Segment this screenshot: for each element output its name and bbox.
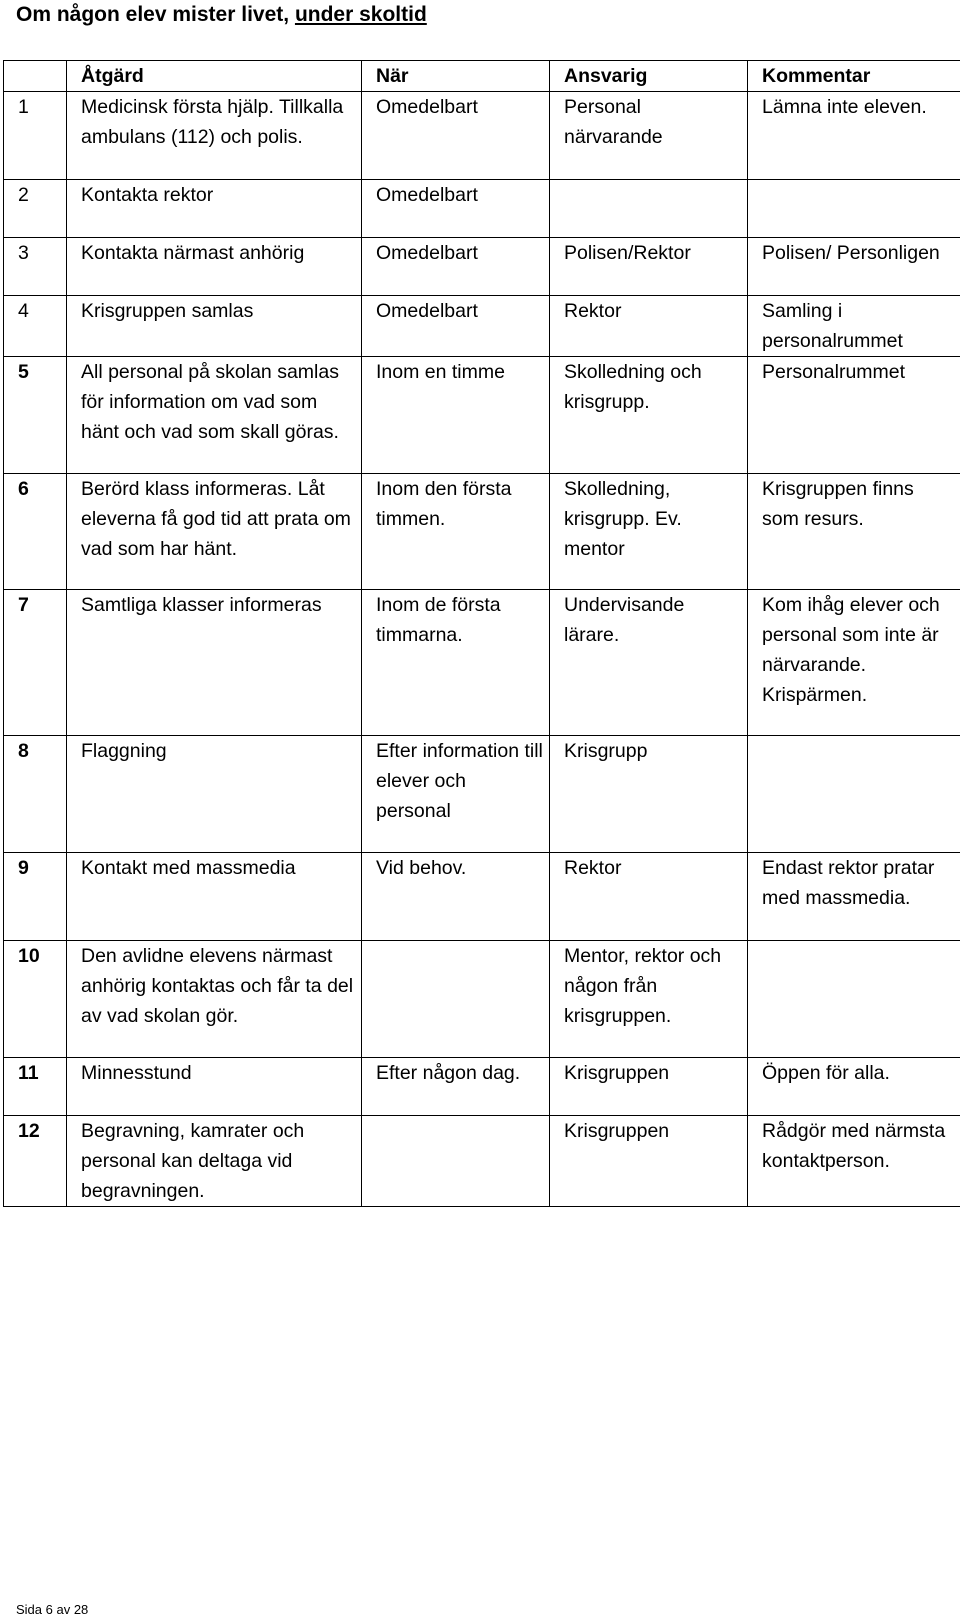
cell-kommentar: Personalrummet: [748, 357, 960, 474]
cell-nar: Omedelbart: [362, 92, 550, 180]
cell-ansvarig: Krisgruppen: [550, 1116, 748, 1207]
table-row: [4, 474, 960, 590]
cell-num: 1: [4, 92, 67, 180]
table-row: [4, 296, 960, 357]
cell-nar: Omedelbart: [362, 238, 550, 296]
cell-num: 6: [4, 474, 67, 590]
heading-underlined-text: under skoltid: [294, 3, 427, 26]
cell-nar: Inom den första timmen.: [362, 474, 550, 590]
cell-nar: [362, 941, 550, 1058]
cell-nar: Omedelbart: [362, 180, 550, 238]
cell-kommentar: [748, 941, 960, 1058]
cell-num: 10: [4, 941, 67, 1058]
cell-atgard: Begravning, kamrater och personal kan deltaga vid begravningen.: [67, 1116, 362, 1207]
page-heading: [16, 2, 427, 28]
table-row: [4, 853, 960, 941]
cell-nar: Efter någon dag.: [362, 1058, 550, 1116]
heading-text: Om någon elev mister livet,: [16, 3, 290, 26]
cell-kommentar: [748, 736, 960, 853]
action-table: [3, 60, 960, 1207]
cell-atgard: Kontakta rektor: [67, 180, 362, 238]
cell-kommentar: Lämna inte eleven.: [748, 92, 960, 180]
cell-num: 12: [4, 1116, 67, 1207]
cell-num: 11: [4, 1058, 67, 1116]
cell-nar: Omedelbart: [362, 296, 550, 357]
cell-atgard: Minnesstund: [67, 1058, 362, 1116]
cell-num: 7: [4, 590, 67, 736]
cell-ansvarig: Personal närvarande: [550, 92, 748, 180]
cell-num: 2: [4, 180, 67, 238]
table-row: [4, 1058, 960, 1116]
table-body: [4, 92, 960, 1207]
cell-ansvarig: Skolledning, krisgrupp. Ev. mentor: [550, 474, 748, 590]
cell-atgard: Kontakta närmast anhörig: [67, 238, 362, 296]
header-ansvarig: Ansvarig: [550, 61, 748, 92]
cell-ansvarig: Rektor: [550, 296, 748, 357]
header-kommentar: Kommentar: [748, 61, 960, 92]
cell-ansvarig: Rektor: [550, 853, 748, 941]
table-row: [4, 1116, 960, 1207]
table-row: [4, 736, 960, 853]
cell-atgard: Kontakt med massmedia: [67, 853, 362, 941]
cell-kommentar: Samling i personalrummet: [748, 296, 960, 357]
cell-atgard: Samtliga klasser informeras: [67, 590, 362, 736]
cell-atgard: Flaggning: [67, 736, 362, 853]
cell-nar: Inom en timme: [362, 357, 550, 474]
cell-kommentar: Endast rektor pratar med massmedia.: [748, 853, 960, 941]
cell-ansvarig: Krisgrupp: [550, 736, 748, 853]
cell-num: 3: [4, 238, 67, 296]
table-row: [4, 357, 960, 474]
cell-kommentar: Polisen/ Personligen: [748, 238, 960, 296]
table-row: [4, 92, 960, 180]
cell-num: 4: [4, 296, 67, 357]
cell-atgard: Berörd klass informeras. Låt eleverna få god tid att prata om vad som har hänt.: [67, 474, 362, 590]
cell-kommentar: Öppen för alla.: [748, 1058, 960, 1116]
table-header-row: [4, 61, 960, 92]
cell-nar: Efter information till elever och personal: [362, 736, 550, 853]
cell-ansvarig: Skolledning och krisgrupp.: [550, 357, 748, 474]
header-number: [4, 61, 67, 92]
table-row: [4, 180, 960, 238]
cell-nar: Vid behov.: [362, 853, 550, 941]
cell-num: 9: [4, 853, 67, 941]
header-atgard: Åtgärd: [67, 61, 362, 92]
cell-ansvarig: Undervisande lärare.: [550, 590, 748, 736]
cell-ansvarig: [550, 180, 748, 238]
cell-kommentar: Krisgruppen finns som resurs.: [748, 474, 960, 590]
cell-atgard: Krisgruppen samlas: [67, 296, 362, 357]
cell-ansvarig: Krisgruppen: [550, 1058, 748, 1116]
cell-num: 8: [4, 736, 67, 853]
table-row: [4, 238, 960, 296]
cell-kommentar: [748, 180, 960, 238]
cell-num: 5: [4, 357, 67, 474]
cell-atgard: Den avlidne elevens närmast anhörig kontaktas och får ta del av vad skolan gör.: [67, 941, 362, 1058]
cell-kommentar: Kom ihåg elever och personal som inte är närvarande. Krispärmen.: [748, 590, 960, 736]
table-row: [4, 590, 960, 736]
cell-ansvarig: Mentor, rektor och någon från krisgruppen.: [550, 941, 748, 1058]
cell-nar: Inom de första timmarna.: [362, 590, 550, 736]
cell-atgard: All personal på skolan samlas för information om vad som hänt och vad som skall göras.: [67, 357, 362, 474]
cell-kommentar: Rådgör med närmsta kontaktperson.: [748, 1116, 960, 1207]
cell-atgard: Medicinsk första hjälp. Tillkalla ambulans (112) och polis.: [67, 92, 362, 180]
table-row: [4, 941, 960, 1058]
cell-ansvarig: Polisen/Rektor: [550, 238, 748, 296]
header-nar: När: [362, 61, 550, 92]
cell-nar: [362, 1116, 550, 1207]
page-footer: Sida 6 av 28: [16, 1602, 89, 1617]
